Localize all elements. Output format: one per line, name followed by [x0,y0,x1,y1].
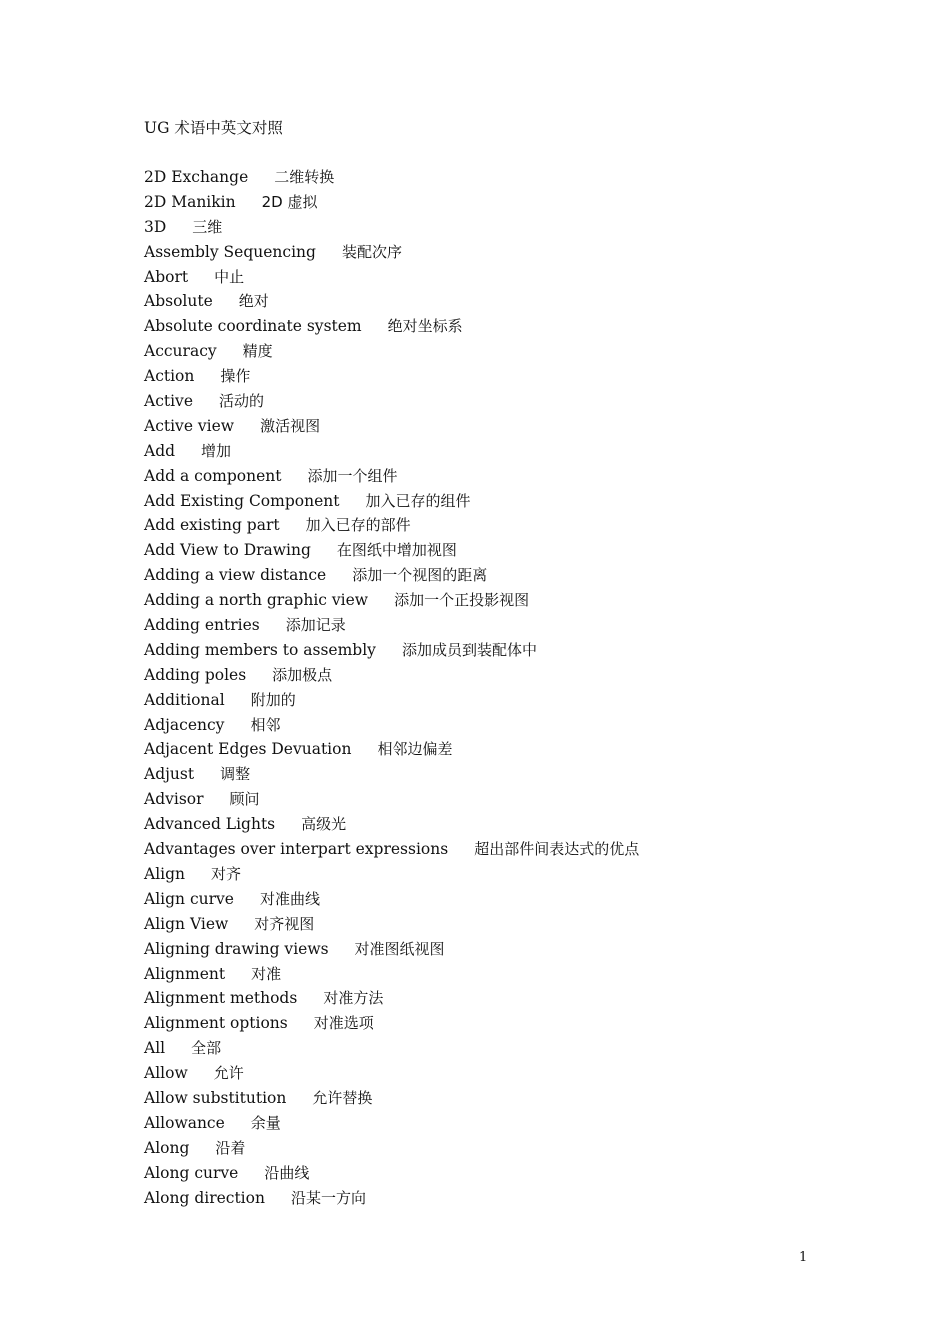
page-number: 1 [799,1250,808,1265]
term-english: Along [144,1138,190,1157]
term-english: Adjacency [144,715,225,734]
term-chinese: 顾问 [229,790,260,809]
term-english: Along curve [144,1163,239,1182]
term-english: Allowance [144,1113,225,1132]
term-english: Active view [144,416,235,435]
term-row [144,812,639,837]
term-chinese: 对准图纸视图 [354,939,445,958]
term-chinese: 激活视图 [260,416,321,435]
term-row [144,414,639,439]
term-chinese: 调整 [220,765,251,784]
term-english: Adding members to assembly [144,640,376,659]
term-chinese: 三维 [192,217,223,236]
term-row [144,1061,639,1086]
term-english: Align [144,864,186,883]
term-row [144,314,639,339]
term-chinese: 对准方法 [323,989,384,1008]
term-chinese: 增加 [201,441,232,460]
term-english: Accuracy [144,342,217,361]
term-chinese: 沿某一方向 [290,1188,366,1207]
term-chinese: 装配次序 [341,242,402,261]
term-chinese: 对齐视图 [254,914,315,933]
term-english: Alignment options [144,1014,288,1033]
term-chinese: 对准曲线 [259,889,320,908]
term-english: Adjust [144,765,195,784]
term-row [144,663,639,688]
term-chinese: 添加一个视图的距离 [352,566,488,585]
term-row [144,265,639,290]
term-english: Add a component [144,466,282,485]
term-row [144,762,639,787]
term-chinese: 超出部件间表达式的优点 [474,840,640,859]
term-row [144,1011,639,1036]
term-chinese: 添加一个正投影视图 [394,591,530,610]
term-chinese: 二维转换 [274,168,335,186]
term-row [144,986,639,1011]
term-row [144,240,639,265]
term-row [144,489,639,514]
term-row [144,1136,639,1161]
term-chinese: 允许 [213,1064,244,1083]
term-english: Absolute coordinate system [144,317,362,336]
term-english: Adding a view distance [144,566,327,585]
term-row [144,364,639,389]
term-english: Add [144,441,176,460]
term-row [144,513,639,538]
term-row [144,1161,639,1186]
term-row [144,439,639,464]
term-english: Adding a north graphic view [144,591,369,610]
term-english: Adding poles [144,665,247,684]
term-english: Adjacent Edges Devuation [144,740,352,759]
term-chinese: 对齐 [211,864,242,883]
term-english: Active [144,392,193,411]
term-row [144,215,639,240]
term-english: Allow [144,1064,188,1083]
document-title: UG 术语中英文对照 [144,119,283,137]
term-english: Aligning drawing views [144,939,329,958]
term-chinese: 绝对坐标系 [387,317,463,336]
term-english: Allow substitution [144,1088,287,1107]
term-row [144,538,639,563]
term-english: Assembly Sequencing [144,242,316,261]
term-english: Absolute [144,292,213,311]
term-english: Add Existing Component [144,491,340,510]
term-row [144,339,639,364]
term-row [144,837,639,862]
term-row [144,937,639,962]
term-english: Along direction [144,1188,265,1207]
term-chinese: 操作 [220,367,251,386]
term-row [144,787,639,812]
term-english: All [144,1039,166,1058]
term-list [144,165,639,1210]
term-row [144,563,639,588]
term-chinese: 添加极点 [272,665,333,684]
term-chinese: 全部 [191,1039,222,1058]
term-row [144,688,639,713]
term-row [144,1036,639,1061]
term-chinese: 相邻 [250,715,281,734]
term-row [144,737,639,762]
term-chinese: 加入已存的部件 [305,516,411,535]
term-english: Abort [144,267,189,286]
term-chinese: 绝对 [238,292,269,311]
term-chinese: 精度 [242,342,273,361]
term-chinese: 高级光 [301,815,347,834]
term-english: 2D Exchange [144,168,249,186]
term-english: Adding entries [144,616,260,635]
term-english: Alignment [144,964,226,983]
term-chinese: 沿着 [215,1138,246,1157]
term-row [144,289,639,314]
term-chinese: 对准选项 [313,1014,374,1033]
term-chinese: 允许替换 [312,1088,373,1107]
term-english: Action [144,367,195,386]
term-row [144,713,639,738]
term-chinese: 相邻边偏差 [377,740,453,759]
term-english: 2D Manikin [144,192,236,211]
term-row [144,912,639,937]
term-row [144,464,639,489]
term-english: Align curve [144,889,234,908]
term-english: Add View to Drawing [144,541,311,560]
term-english: Align View [144,914,229,933]
term-chinese: 加入已存的组件 [365,491,471,510]
term-english: 3D [144,217,167,236]
term-chinese: 中止 [214,267,245,286]
term-chinese: 在图纸中增加视图 [336,541,457,560]
term-chinese: 余量 [250,1113,281,1132]
term-chinese: 2D 虚拟 [261,192,318,211]
term-row [144,862,639,887]
term-chinese: 添加成员到装配体中 [401,640,537,659]
term-english: Advantages over interpart expressions [144,840,449,859]
term-english: Advisor [144,790,204,809]
term-chinese: 沿曲线 [264,1163,310,1182]
term-chinese: 附加的 [250,690,296,709]
term-row [144,389,639,414]
term-row [144,887,639,912]
term-row [144,190,639,215]
term-row [144,1111,639,1136]
term-row [144,588,639,613]
term-chinese: 活动的 [219,392,265,411]
term-english: Advanced Lights [144,815,276,834]
term-row [144,165,639,190]
term-english: Alignment methods [144,989,298,1008]
term-english: Add existing part [144,516,280,535]
term-row [144,1186,639,1211]
term-chinese: 对准 [251,964,282,983]
term-chinese: 添加一个组件 [307,466,398,485]
term-row [144,962,639,987]
term-english: Additional [144,690,225,709]
term-row [144,1086,639,1111]
term-row [144,638,639,663]
term-chinese: 添加记录 [285,616,346,635]
term-row [144,613,639,638]
